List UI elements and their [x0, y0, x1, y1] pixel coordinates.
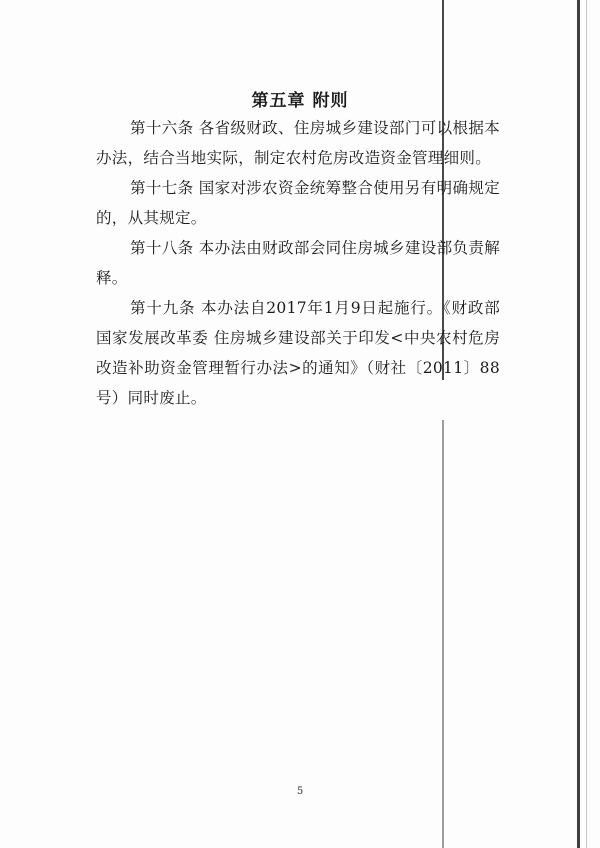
article-label: 第十八条 [130, 239, 194, 257]
scan-artifact-line [442, 420, 444, 848]
article-19 [96, 293, 500, 413]
article-16 [96, 113, 500, 173]
article-text: 各省级财政、住房城乡建设部门可以根据本办法，结合当地实际，制定农村危房改造资金管理细则。 [96, 119, 500, 167]
article-label: 第十六条 [130, 119, 194, 137]
article-text: 本办法由财政部会同住房城乡建设部负责解释。 [96, 239, 500, 287]
page-number: 5 [296, 786, 304, 797]
scan-edge-line [577, 0, 580, 848]
article-label: 第十九条 [130, 299, 196, 317]
article-18 [96, 233, 500, 293]
article-17 [96, 173, 500, 233]
scan-edge-line [586, 0, 587, 848]
article-text: 本办法自2017年1月9日起施行。《财政部 国家发展改革委 住房城乡建设部关于印发<中央农村危房改造补助资金管理暂行办法>的通知》（财社〔2011〕88号）同时废止。 [96, 299, 500, 407]
article-label: 第十七条 [130, 179, 194, 197]
chapter-title: 第五章 附则 [251, 91, 349, 111]
article-text: 国家对涉农资金统筹整合使用另有明确规定的，从其规定。 [96, 179, 500, 227]
